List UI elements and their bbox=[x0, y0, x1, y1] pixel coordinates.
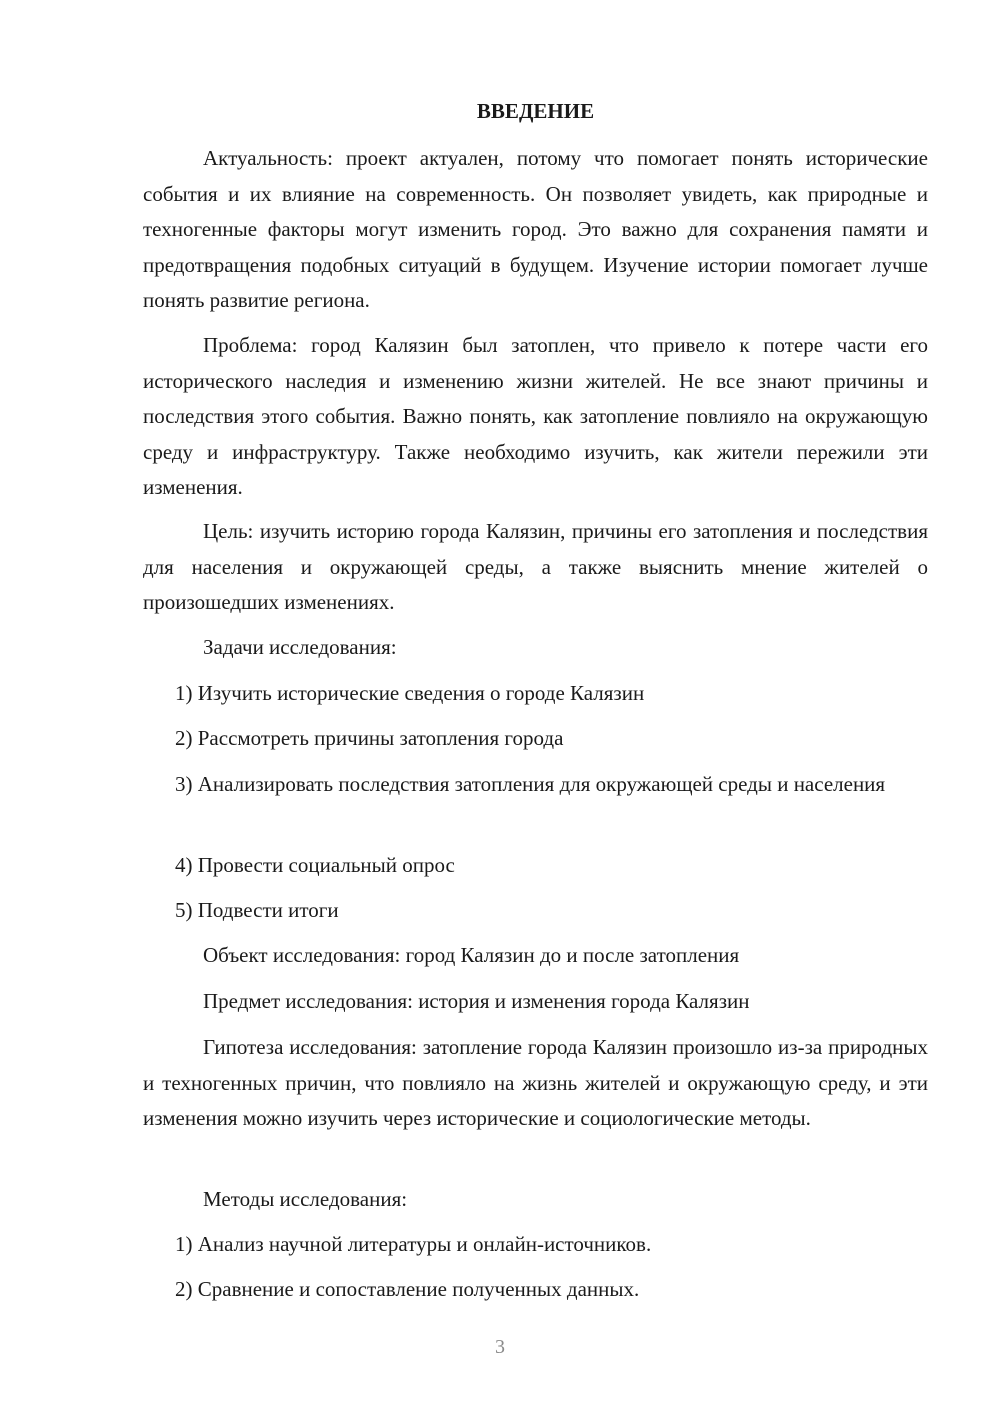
problem-paragraph: Проблема: город Калязин был затоплен, что привело к потере части его исторического наследия и изменению жизни жителей. Не все знают причины и последствия этого события. Важно понять, как затопление повлияло на окружающую среду и инфраструктуру. Также необходимо изучить, как жители пережили эти изменения. bbox=[143, 333, 928, 499]
relevance-paragraph: Актуальность: проект актуален, потому что помогает понять исторические события и их влияние на современность. Он позволяет увидеть, как природные и техногенные факторы могут изменить город. Это важно для сохранения памяти и предотвращения подобных ситуаций в будущем. Изучение истории помогает лучше понять развитие региона. bbox=[143, 146, 928, 312]
method-item: 1) Анализ научной литературы и онлайн-источников. bbox=[175, 1232, 652, 1256]
tasks-heading: Задачи исследования: bbox=[203, 635, 397, 659]
task-item: 5) Подвести итоги bbox=[175, 898, 339, 922]
object-line: Объект исследования: город Калязин до и после затопления bbox=[203, 943, 740, 967]
goal-paragraph: Цель: изучить историю города Калязин, причины его затопления и последствия для населения и окружающей среды, а также выяснить мнение жителей о произошедших изменениях. bbox=[143, 519, 928, 614]
task-item: 3) Анализировать последствия затопления для окружающей среды и населения bbox=[175, 772, 886, 796]
task-item: 4) Провести социальный опрос bbox=[175, 853, 455, 877]
method-item: 2) Сравнение и сопоставление полученных данных. bbox=[175, 1277, 640, 1301]
task-item: 2) Рассмотреть причины затопления города bbox=[175, 726, 564, 750]
page-title: ВВЕДЕНИЕ bbox=[476, 99, 595, 123]
subject-line: Предмет исследования: история и изменения города Калязин bbox=[203, 989, 750, 1013]
hypothesis-paragraph: Гипотеза исследования: затопление города Калязин произошло из-за природных и техногенных причин, что повлияло на жизнь жителей и окружающую среду, и эти изменения можно изучить через исторические и социологические методы. bbox=[143, 1035, 928, 1130]
page-number: 3 bbox=[495, 1336, 505, 1358]
task-item: 1) Изучить исторические сведения о городе Калязин bbox=[175, 681, 645, 705]
methods-heading: Методы исследования: bbox=[203, 1187, 408, 1211]
